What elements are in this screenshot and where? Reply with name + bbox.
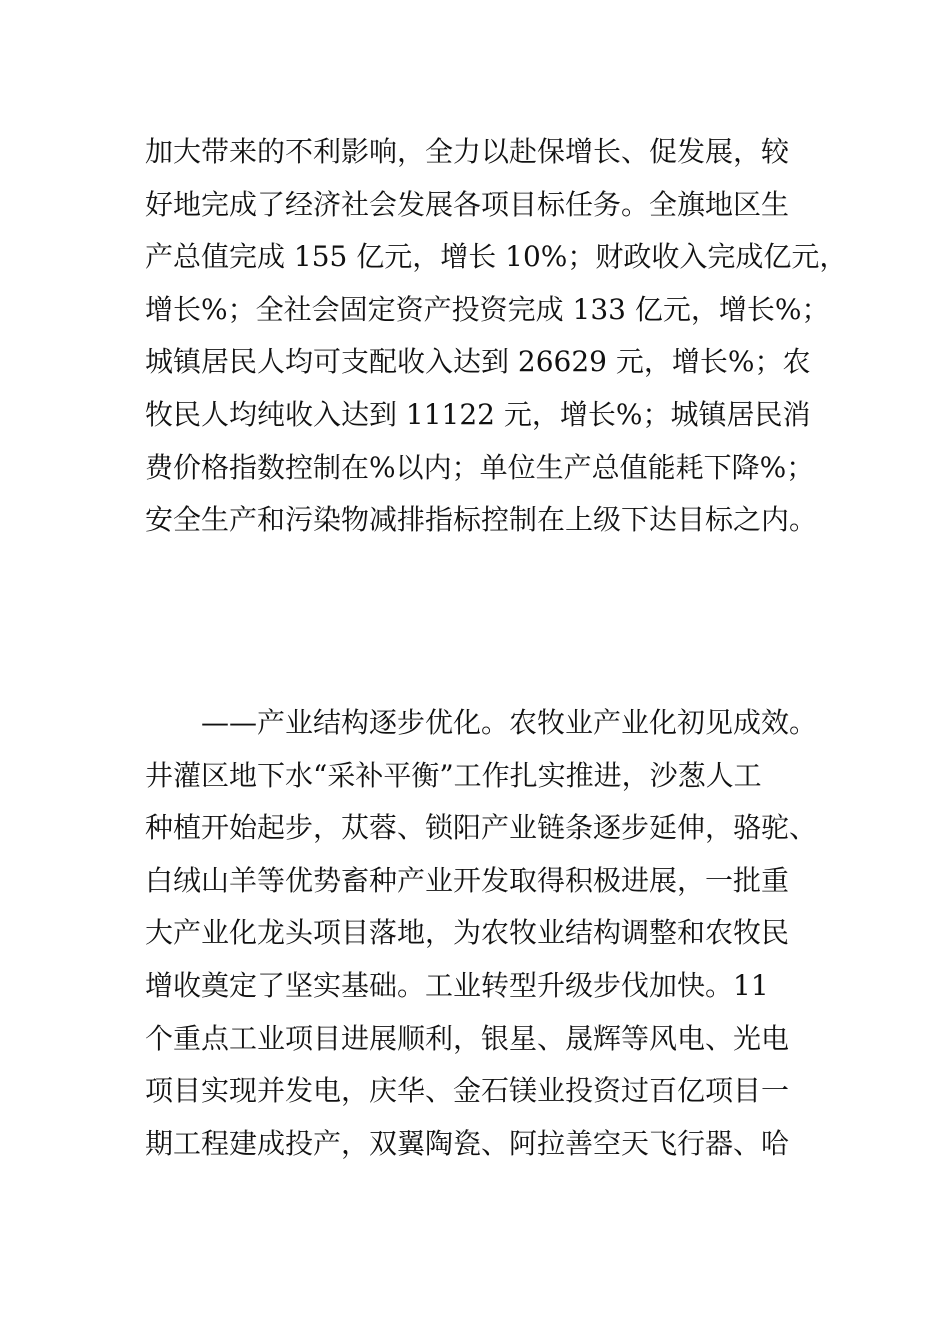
text-line: 种植开始起步，苁蓉、锁阳产业链条逐步延伸，骆驼、 [145,811,818,845]
text-line: 期工程建成投产，双翼陶瓷、阿拉善空天飞行器、哈 [145,1126,790,1160]
text-line: 井灌区地下水“采补平衡”工作扎实推进，沙葱人工 [145,758,762,792]
text-line: 城镇居民人均可支配收入达到 26629 元，增长%；农 [145,345,811,379]
paragraph-industry-structure [145,697,845,1170]
text-line: 大产业化龙头项目落地，为农牧业结构调整和农牧民 [145,916,790,950]
text-line: 加大带来的不利影响，全力以赴保增长、促发展，较 [145,135,790,168]
text-line: 好地完成了经济社会发展各项目标任务。全旗地区生 [145,187,790,221]
text-line: 费价格指数控制在%以内；单位生产总值能耗下降%； [145,450,815,484]
text-line: 白绒山羊等优势畜种产业开发取得积极进展，一批重 [145,863,790,897]
text-line: 个重点工业项目进展顺利，银星、晟辉等风电、光电 [145,1021,790,1055]
paragraph-economic-summary [145,126,848,547]
text-line: 增长%；全社会固定资产投资完成 133 亿元，增长%； [145,292,830,326]
text-line: 项目实现并发电，庆华、金石镁业投资过百亿项目一 [145,1074,790,1108]
text-line: 增收奠定了坚实基础。工业转型升级步伐加快。11 [145,968,769,1002]
text-line: 安全生产和污染物减排指标控制在上级下达目标之内。 [145,503,818,537]
text-line: ——产业结构逐步优化。农牧业产业化初见成效。 [201,706,818,739]
text-line: 产总值完成 155 亿元，增长 10%；财政收入完成亿元， [145,240,848,274]
text-line: 牧民人均纯收入达到 11122 元，增长%；城镇居民消 [145,397,811,431]
